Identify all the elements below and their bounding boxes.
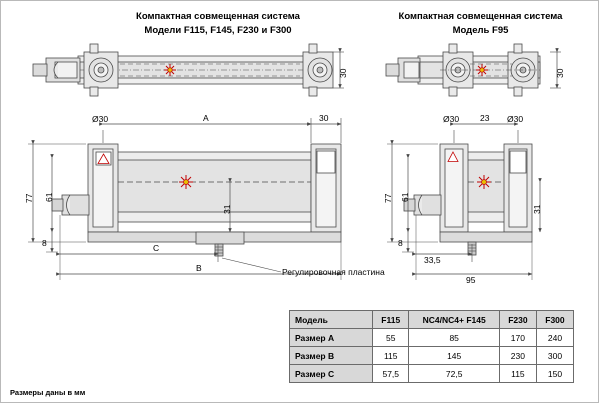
dimensions-table [289,310,574,383]
left-dim-8: 8 [42,238,47,248]
right-dim-77: 77 [383,193,393,203]
table-header-f115: F115 [373,311,409,329]
right-dim-31: 31 [532,204,542,214]
cell-a-f145: 85 [409,329,499,347]
left-topview-height-30: 30 [338,68,348,78]
right-title-line2: Модель F95 [452,25,509,36]
right-diameter-right-30: Ø30 [507,114,524,124]
right-dim-8: 8 [398,238,403,248]
table-header-row [290,311,574,329]
left-title-line1: Компактная совмещенная система [136,11,300,22]
row-label-b: Размер B [290,347,373,365]
left-diameter-30: Ø30 [92,114,109,124]
adjusting-plate-callout: Регулировочная пластина [282,267,385,277]
table-header-model: Модель [290,311,373,329]
cell-b-f115: 115 [373,347,409,365]
table-header-f300: F300 [536,311,573,329]
right-diameter-left-30: Ø30 [443,114,460,124]
left-title-line2: Модели F115, F145, F230 и F300 [144,25,292,36]
cell-b-f145: 145 [409,347,499,365]
cell-c-f300: 150 [536,365,573,383]
table-row [290,329,574,347]
cell-b-f230: 230 [499,347,536,365]
cell-a-f230: 170 [499,329,536,347]
table-header-f145: NC4/NC4+ F145 [409,311,499,329]
right-title-line1: Компактная совмещенная система [398,11,563,22]
footnote-units: Размеры даны в мм [10,388,86,397]
row-label-c: Размер C [290,365,373,383]
left-dim-A: A [203,113,209,123]
left-dim-31: 31 [222,204,232,214]
cell-b-f300: 300 [536,347,573,365]
cell-c-f145: 72,5 [409,365,499,383]
right-topview-height-30: 30 [555,68,565,78]
right-dim-33-5: 33,5 [424,255,441,265]
right-dim-95: 95 [466,275,476,285]
left-dim-30: 30 [319,113,329,123]
right-dim-23: 23 [480,113,490,123]
left-dim-C: C [153,243,160,253]
cell-c-f115: 57,5 [373,365,409,383]
row-label-a: Размер A [290,329,373,347]
table-row [290,347,574,365]
cell-a-f115: 55 [373,329,409,347]
cell-c-f230: 115 [499,365,536,383]
table-header-f230: F230 [499,311,536,329]
left-dim-B: B [196,263,202,273]
left-dim-61: 61 [44,192,54,202]
right-dim-61: 61 [400,192,410,202]
table-row [290,365,574,383]
cell-a-f300: 240 [536,329,573,347]
left-dim-77: 77 [24,193,34,203]
